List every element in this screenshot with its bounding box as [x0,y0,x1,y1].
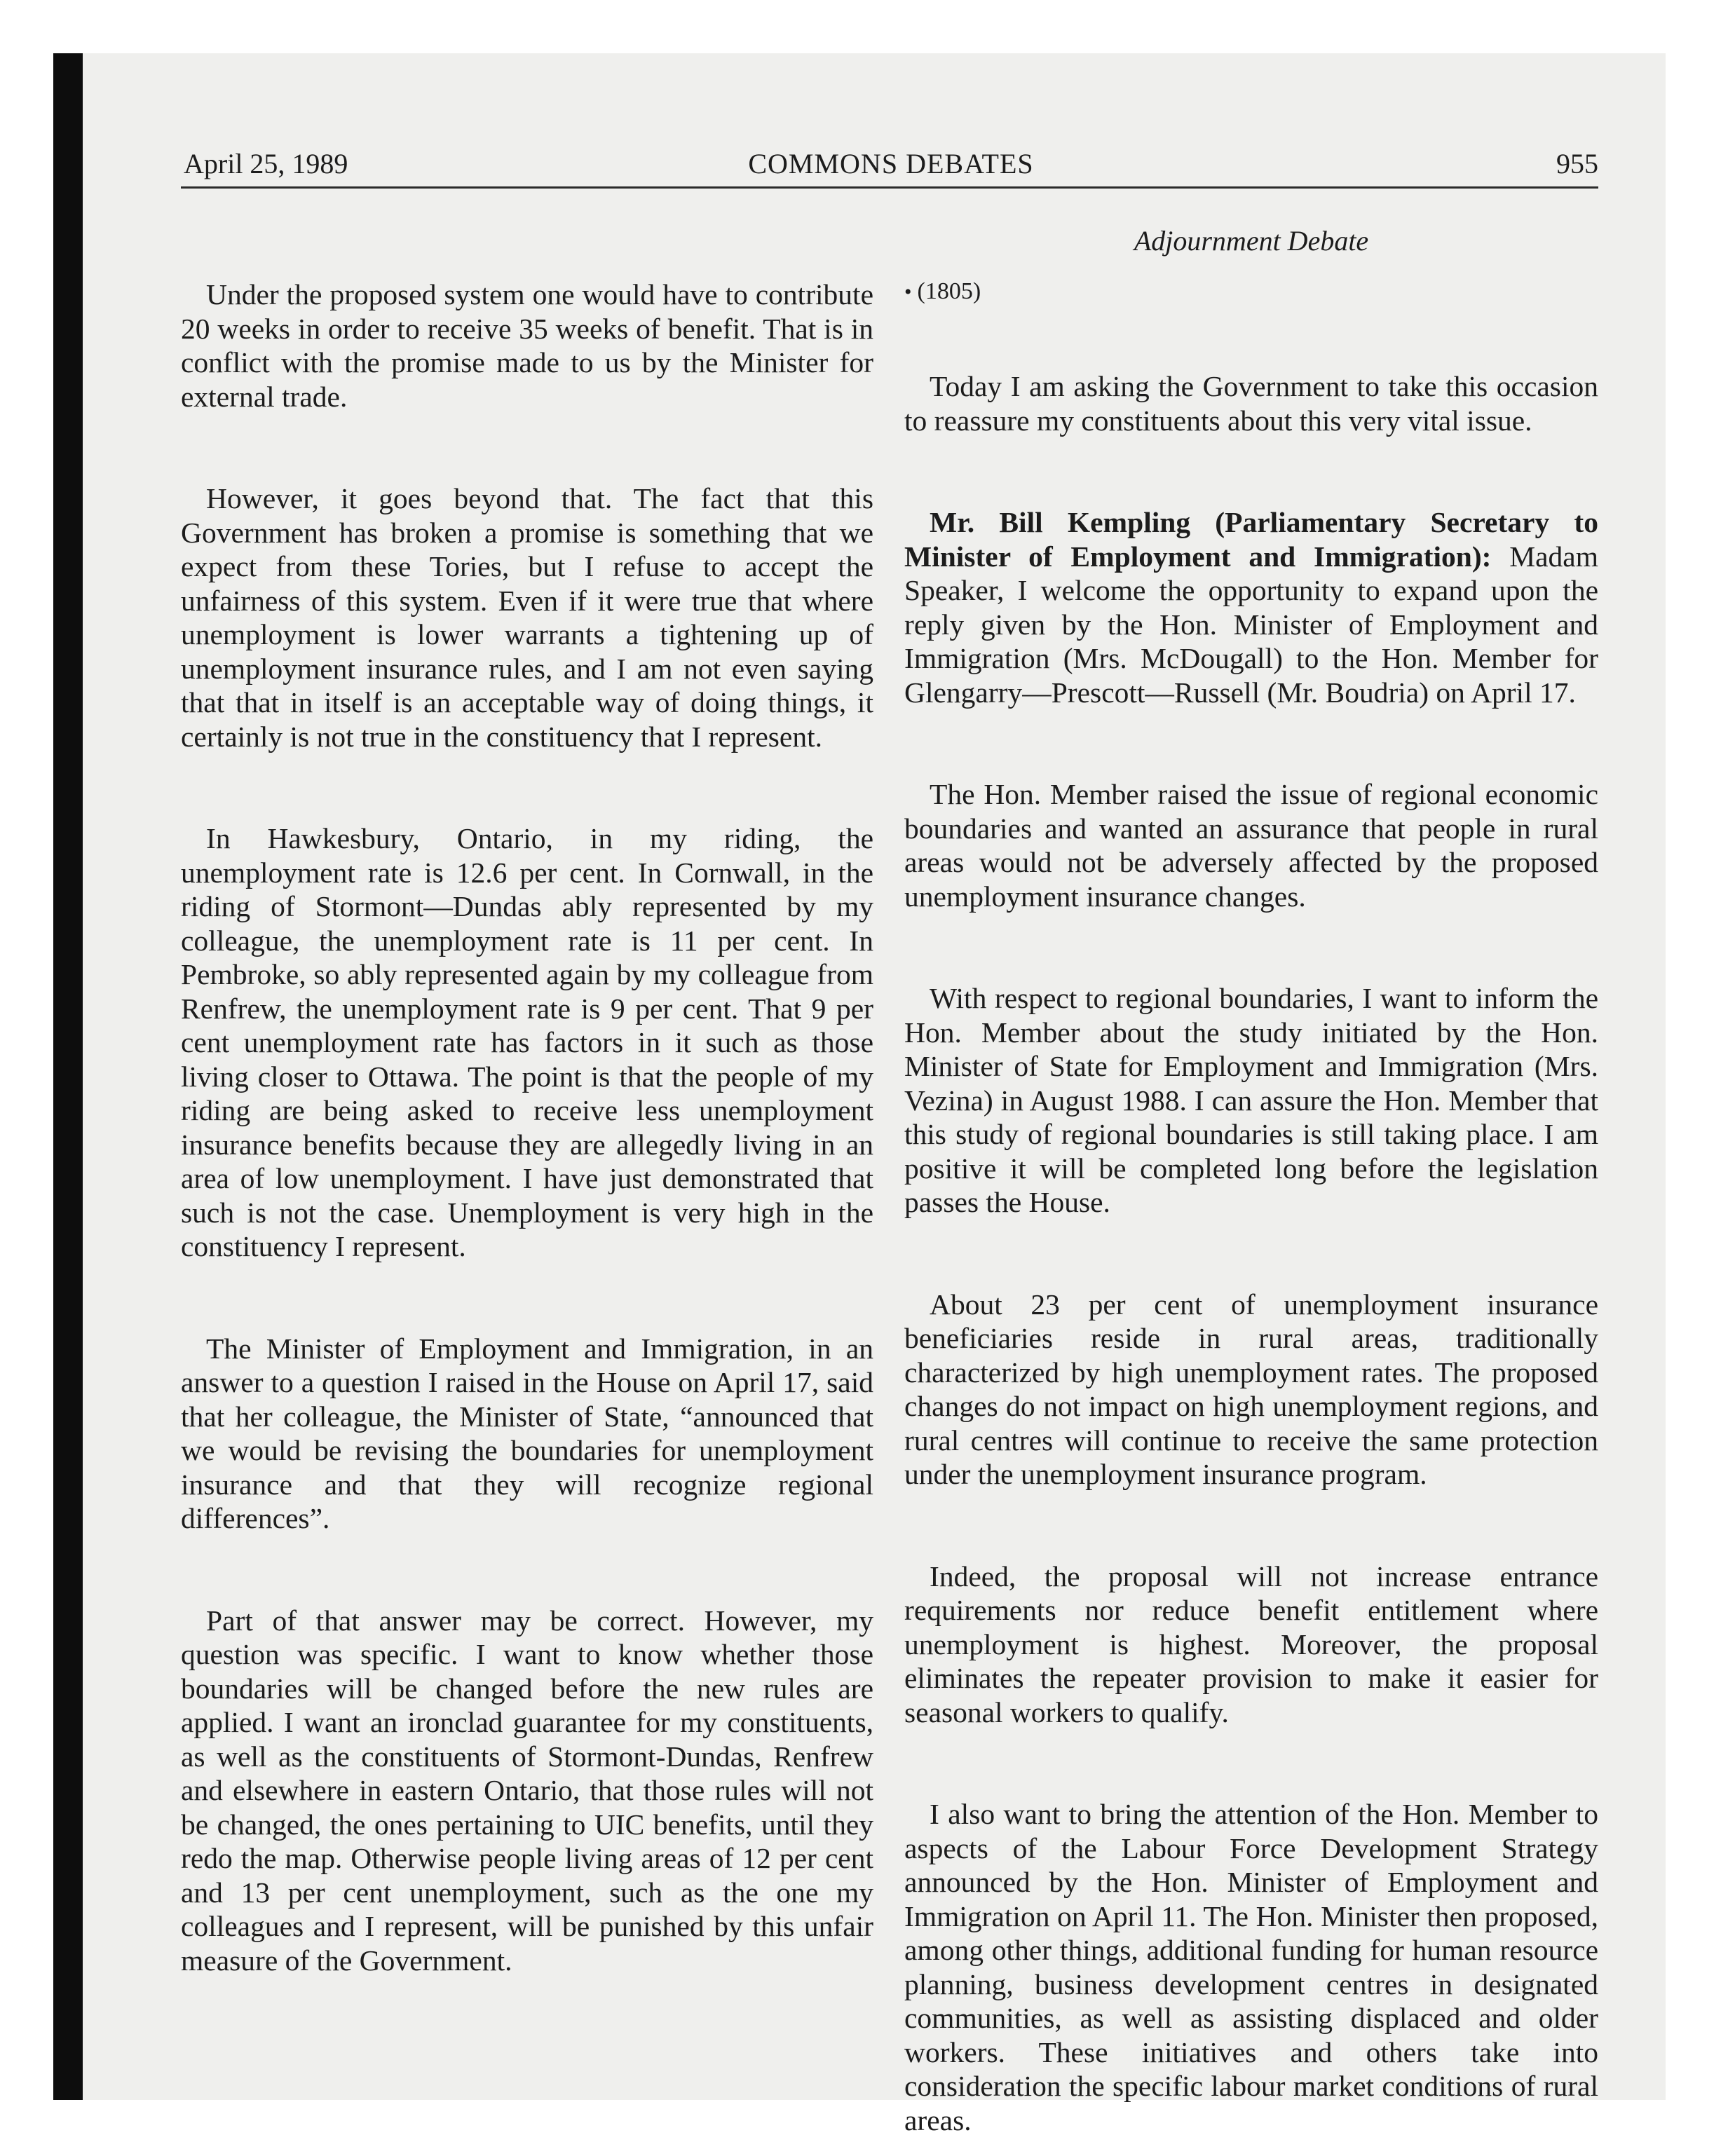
paragraph: However, it goes beyond that. The fact that this Government has broken a promise is something that we expect from these Tories, but I refuse to accept the unfairness of this system. Even if it were true that where unemployment is lower warrants a tightening up of unemployment insurance rules, and I am not even saying that that in itself is an acceptable way of doing things, it certainly is not true in the constituency that I represent. [181,482,873,753]
paragraph: Part of that answer may be correct. However, my question was specific. I want to know whether those boundaries will be changed before the new rules are applied. I want an ironclad guarantee for my constituents, as well as the constituents of Stormont-Dundas, Renfrew and elsewhere in eastern Ontario, that those rules will not be changed, the ones pertaining to UIC benefits, until they redo the map. Otherwise people living areas of 12 per cent and 13 per cent unemployment, such as the one my colleagues and I represent, will be punished by this unfair measure of the Government. [181,1604,873,1977]
scan-border [53,53,83,2100]
paragraph: Under the proposed system one would have to contribute 20 weeks in order to receive 35 weeks of benefit. That is in conflict with the promise made to us by the Minister for external trade. [181,278,873,413]
header-date: April 25, 1989 [184,148,348,179]
paragraph: The Hon. Member raised the issue of regional economic boundaries and wanted an assurance that people in rural areas would not be adversely affected by the proposed unemployment insurance changes. [904,778,1598,913]
speaker-name: Mr. Bill Kempling (Parliamentary Secretary to Minister of Employment and Immigration): [904,506,1598,573]
header-rule [181,186,1598,189]
page-number: 955 [1556,148,1598,179]
paragraph: I also want to bring the attention of the Hon. Member to aspects of the Labour Force Development Strategy announced by the Hon. Minister of Employment and Immigration on April 11. The Hon. Minister then proposed, among other things, additional funding for human resource planning, business development centres in designated communities, as well as assisting displaced and older workers. These initiatives and others take into consideration the specific labour market conditions of rural areas. [904,1798,1598,2136]
timestamp-text: (1805) [917,278,981,304]
right-column [904,278,1598,2137]
paragraph: The Minister of Employment and Immigration, in an answer to a question I raised in the House on April 17, said that her colleague, the Minister of State, “announced that we would be revising the boundaries for unemployment insurance and that they will recognize regional differences”. [181,1332,873,1534]
header-title: COMMONS DEBATES [748,148,1034,179]
timestamp [904,278,1598,306]
paragraph: Indeed, the proposal will not increase entrance requirements nor reduce benefit entitlement where unemployment is highest. Moreover, the proposal eliminates the repeater provision to make it easier for seasonal workers to qualify. [904,1560,1598,1728]
speaker-paragraph [904,505,1598,709]
page-header [184,147,1598,189]
speaker-text: Madam Speaker, I welcome the opportunity to expand upon the reply given by the Hon. Minister of Employment and Immigration (Mrs. McDougall) to the Hon. Member for Glengarry—Prescott—Russell (Mr. Boudria) on April 17. [904,540,1598,709]
paragraph: In Hawkesbury, Ontario, in my riding, the unemployment rate is 12.6 per cent. In Cornwall, in the riding of Stormont—Dundas ably represented by my colleague, the unemployment rate is 11 per cent. In Pembroke, so ably represented again by my colleague from Renfrew, the unemployment rate is 9 per cent. That 9 per cent unemployment rate has factors in it such as those living closer to Ottawa. The point is that the people of my riding are being asked to receive less unemployment insurance benefits because they are allegedly living in an area of low unemployment. I have just demonstrated that such is not the case. Unemployment is very high in the constituency I represent. [181,822,873,1262]
paragraph: About 23 per cent of unemployment insurance beneficiaries reside in rural areas, traditionally characterized by high unemployment rates. The proposed changes do not impact on high unemployment regions, and rural centres will continue to receive the same protection under the unemployment insurance program. [904,1288,1598,1490]
left-column [181,278,873,1977]
paragraph: With respect to regional boundaries, I want to inform the Hon. Member about the study initiated by the Hon. Minister of State for Employment and Immigration (Mrs. Vezina) in August 1988. I can assure the Hon. Member that this study of regional boundaries is still taking place. I am positive it will be completed long before the legislation passes the House. [904,982,1598,1218]
paragraph: Today I am asking the Government to take this occasion to reassure my constituents about this very vital issue. [904,370,1598,437]
section-label: Adjournment Debate [1134,225,1369,257]
bullet-icon: • [904,280,912,303]
